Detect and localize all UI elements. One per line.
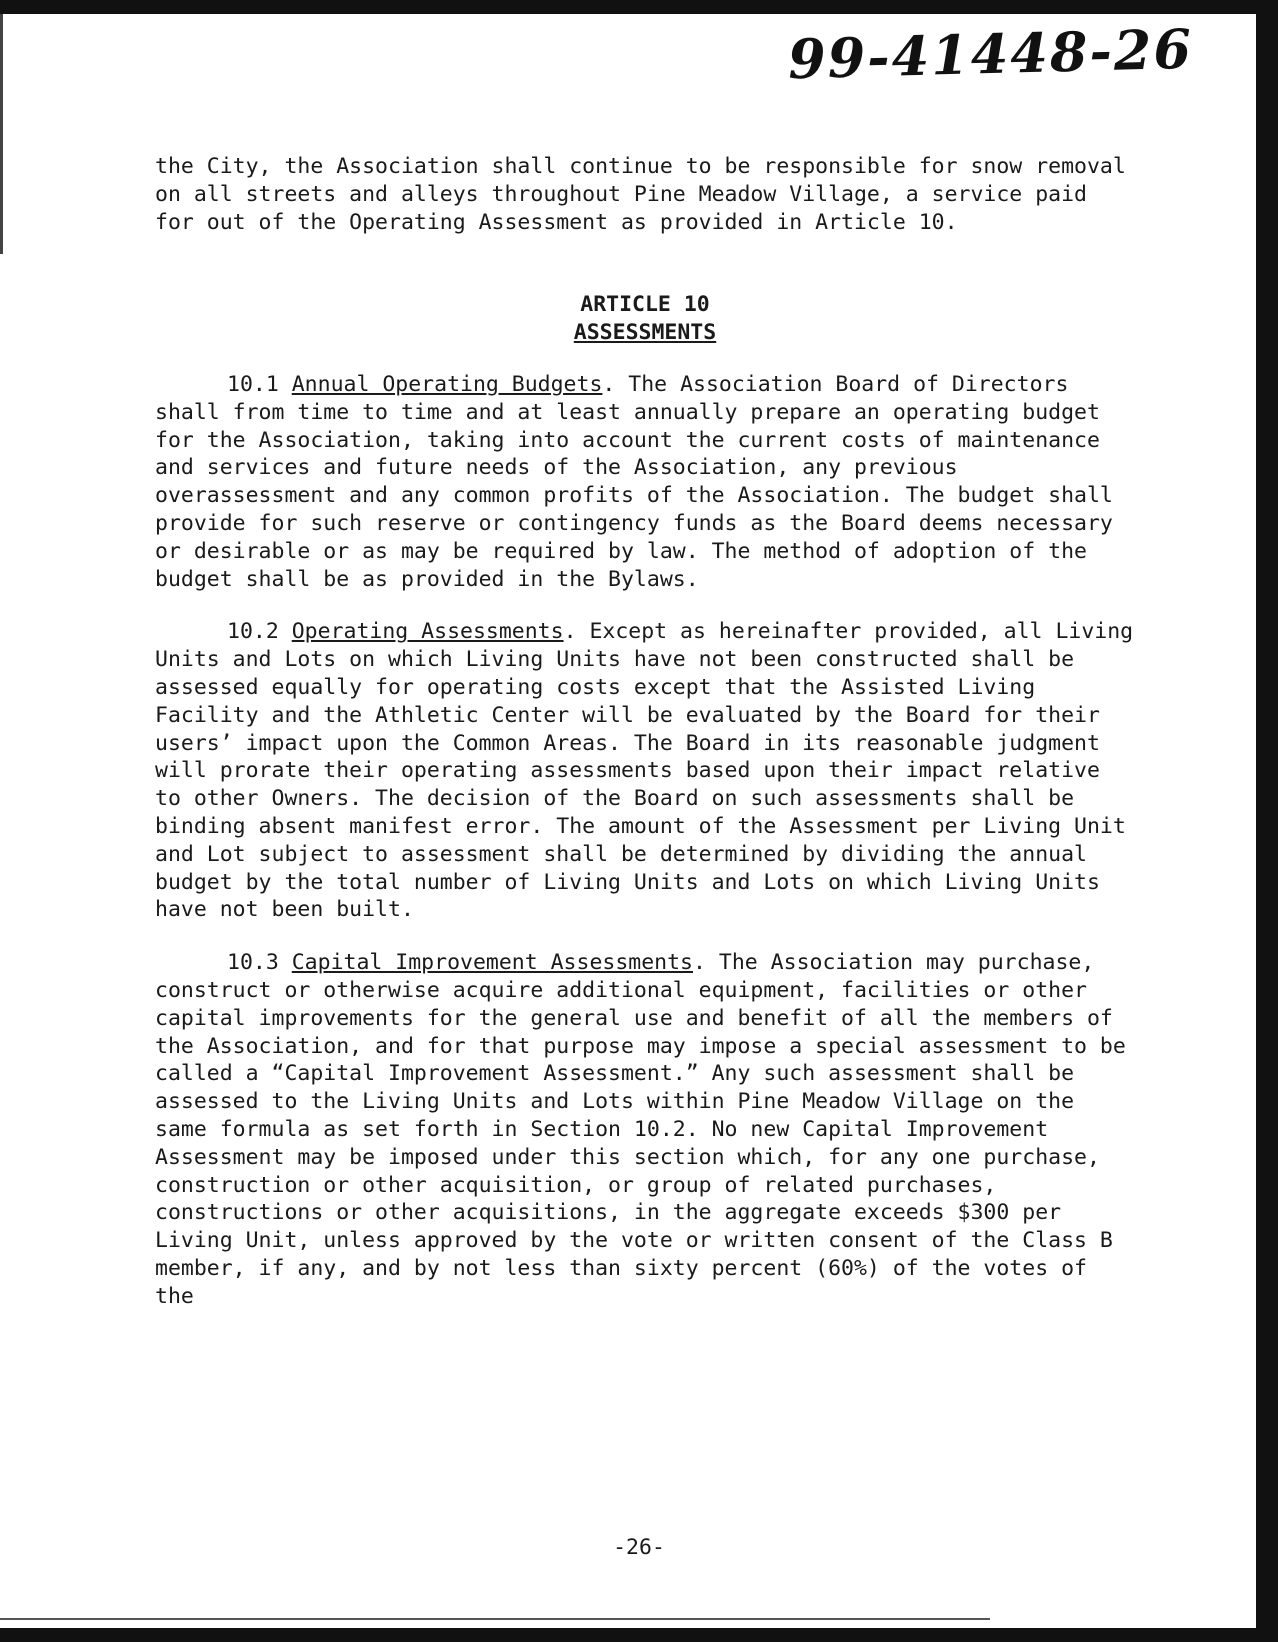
section-10-1: 10.1 Annual Operating Budgets. The Association Board of Directors shall from time to time and at least annually prepare an operating budget for the Association, taking into account the current costs of maintenance and services and future needs of the Association, any previous overassessment and any common profits of the Association. The budget shall provide for such reserve or contingency funds as the Board deems necessary or desirable or as may be required by law. The method of adoption of the budget shall be as provided in the Bylaws. (155, 371, 1113, 592)
article-label: ARTICLE 10 (580, 292, 710, 318)
section-title: Operating Assessments (291, 619, 564, 645)
document-body (155, 153, 1135, 1310)
section-body: The Association Board of Directors shall from time to time and at least annually prepare an operating budget for the Association, taking into account the current costs of maintenance and services and future needs of the Association, any previous overassessment and any common profits of the Association. The budget shall provide for such reserve or contingency funds as the Board deems necessary or desirable or as may be required by law. The method of adoption of the budget shall be as provided in the Bylaws. (155, 371, 1113, 592)
section-number: 10.2 (227, 619, 279, 645)
scan-bottom-border (0, 1628, 1256, 1642)
section-title: Annual Operating Budgets (291, 371, 603, 397)
section-10-2: 10.2 Operating Assessments. Except as hereinafter provided, all Living Units and Lots on which Living Units have not been constructed shall be assessed equally for operating costs except that the Assisted Living Facility and the Athletic Center will be evaluated by the Board for their users’ impact upon the Common Areas. The Board in its reasonable judgment will prorate their operating assessments based upon their impact relative to other Owners. The decision of the Board on such assessments shall be binding absent manifest error. The amount of the Assessment per Living Unit and Lot subject to assessment shall be determined by dividing the annual budget by the total number of Living Units and Lots on which Living Units have not been built. (155, 619, 1134, 923)
section-10-3: 10.3 Capital Improvement Assessments. The Association may purchase, construct or otherwise acquire additional equipment, facilities or other capital improvements for the general use and benefit of all the members of the Association, and for that purpose may impose a special assessment to be called a “Capital Improvement Assessment.” Any such assessment shall be assessed to the Living Units and Lots within Pine Meadow Village on the same formula as set forth in Section 10.2. No new Capital Improvement Assessment may be imposed under this section which, for any one purchase, construction or other acquisition, or group of related purchases, constructions or other acquisitions, in the aggregate exceeds $300 per Living Unit, unless approved by the vote or written consent of the Class B member, if any, and by not less than sixty percent (60%) of the votes of the (155, 950, 1126, 1309)
page-number: -26- (613, 1535, 665, 1560)
scan-right-border (1256, 0, 1278, 1642)
scan-top-border (0, 0, 1256, 14)
section-number: 10.3 (227, 950, 279, 976)
section-body: Except as hereinafter provided, all Living Units and Lots on which Living Units have not been constructed shall be assessed equally for operating costs except that the Assisted Living Facility and the Athletic Center will be evaluated by the Board for their users’ impact upon the Common Areas. The Board in its reasonable judgment will prorate their operating assessments based upon their impact relative to other Owners. The decision of the Board on such assessments shall be binding absent manifest error. The amount of the Assessment per Living Unit and Lot subject to assessment shall be determined by dividing the annual budget by the total number of Living Units and Lots on which Living Units have not been built. (155, 619, 1134, 923)
scan-left-edge (0, 14, 3, 254)
handwritten-document-number: 99-41448-26 (787, 16, 1194, 92)
section-number: 10.1 (227, 371, 279, 397)
article-title: ASSESSMENTS (573, 320, 717, 346)
intro-paragraph: the City, the Association shall continue to be responsible for snow removal on all streets and alleys throughout Pine Meadow Village, a service paid for out of the Operating Assessment as provided in Article 10. (155, 154, 1126, 235)
section-title: Capital Improvement Assessments (291, 950, 694, 976)
scan-bottom-line (0, 1618, 990, 1620)
section-body: The Association may purchase, construct or otherwise acquire additional equipment, facilities or other capital improvements for the general use and benefit of all the members of the Association, and for that purpose may impose a special assessment to be called a “Capital Improvement Assessment.” Any such assessment shall be assessed to the Living Units and Lots within Pine Meadow Village on the same formula as set forth in Section 10.2. No new Capital Improvement Assessment may be imposed under this section which, for any one purchase, construction or other acquisition, or group of related purchases, constructions or other acquisitions, in the aggregate exceeds $300 per Living Unit, unless approved by the vote or written consent of the Class B member, if any, and by not less than sixty percent (60%) of the votes of the (155, 950, 1126, 1309)
